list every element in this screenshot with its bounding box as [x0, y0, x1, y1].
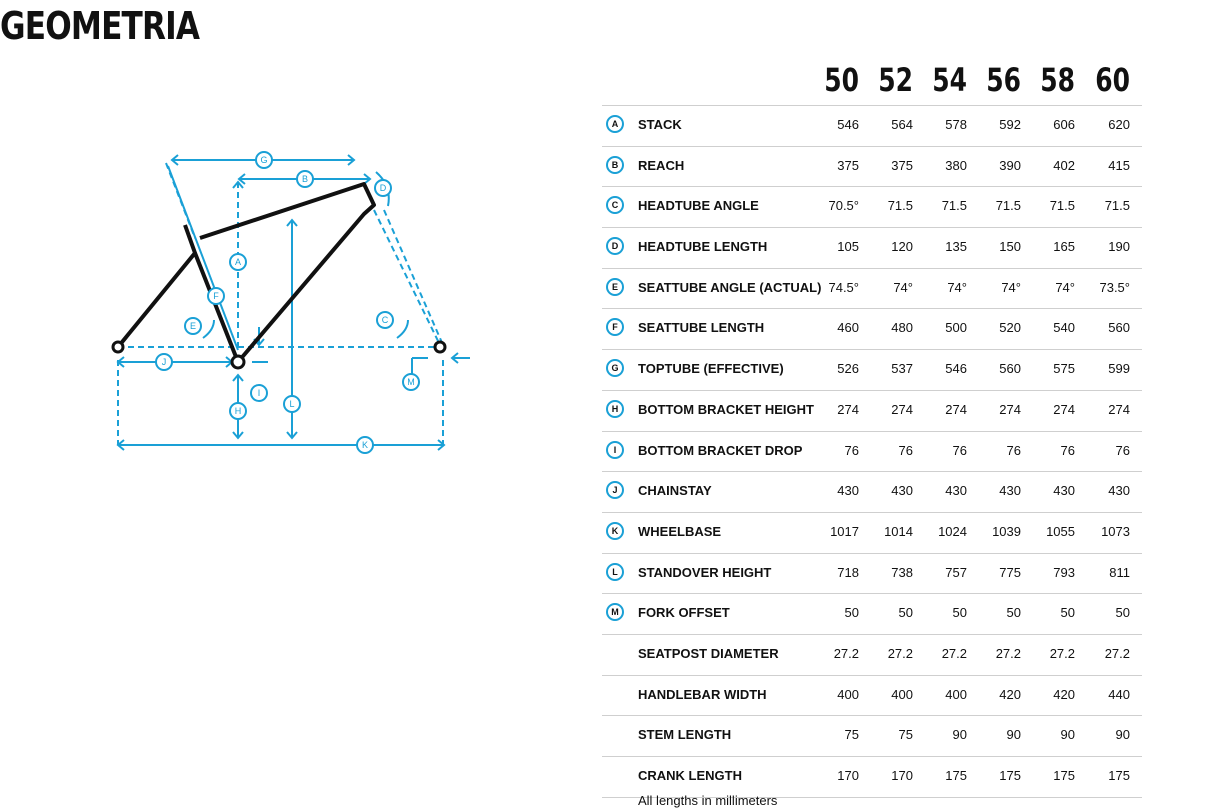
row-letter-badge: F	[606, 318, 624, 336]
table-cell: 546	[945, 361, 967, 377]
table-cell: 1073	[1101, 523, 1130, 539]
table-row	[602, 676, 1142, 717]
row-letter-badge: G	[606, 359, 624, 377]
svg-text:G: G	[260, 155, 268, 165]
table-cell: 540	[1053, 320, 1075, 336]
row-label: HANDLEBAR WIDTH	[638, 686, 767, 702]
table-cell: 400	[837, 686, 859, 702]
geometry-table	[602, 58, 1142, 798]
table-cell: 375	[837, 157, 859, 173]
table-cell: 50	[1006, 605, 1021, 621]
table-cell: 560	[999, 361, 1021, 377]
size-header: 56	[986, 61, 1021, 99]
row-letter-badge: M	[606, 603, 624, 621]
size-header-row	[602, 58, 1142, 106]
table-cell: 592	[999, 117, 1021, 132]
size-header: 50	[824, 61, 859, 99]
table-row	[602, 106, 1142, 147]
row-label: FORK OFFSET	[638, 605, 730, 621]
row-letter-badge: L	[606, 563, 624, 581]
table-cell: 76	[1115, 442, 1130, 458]
table-cell: 75	[844, 727, 859, 743]
row-label: STEM LENGTH	[638, 727, 732, 743]
size-header: 58	[1040, 61, 1075, 99]
table-cell: 71.5	[1104, 198, 1130, 214]
table-cell: 1039	[992, 523, 1021, 539]
diagram-label-l	[284, 396, 300, 412]
table-row	[602, 147, 1142, 188]
table-row	[602, 472, 1142, 513]
table-cell: 50	[844, 605, 859, 621]
table-cell: 400	[891, 686, 913, 702]
table-cell: 74.5°	[828, 279, 859, 295]
row-label: CHAINSTAY	[638, 483, 712, 499]
table-cell: 175	[1108, 768, 1130, 783]
table-cell: 165	[1053, 239, 1075, 255]
row-label: BOTTOM BRACKET HEIGHT	[638, 401, 814, 417]
row-label: SEATTUBE ANGLE (ACTUAL)	[638, 279, 822, 295]
table-cell: 578	[945, 117, 967, 132]
table-cell: 27.2	[1049, 645, 1075, 661]
diagram-label-j	[156, 354, 172, 370]
diagram-label-i	[251, 385, 267, 401]
table-cell: 274	[1108, 401, 1130, 417]
table-cell: 1055	[1046, 523, 1075, 539]
table-cell: 1017	[830, 523, 859, 539]
table-cell: 74°	[893, 279, 913, 295]
row-letter-badge: B	[606, 156, 624, 174]
table-cell: 460	[837, 320, 859, 336]
table-cell: 105	[837, 239, 859, 255]
table-cell: 90	[1115, 727, 1130, 743]
table-row	[602, 187, 1142, 228]
table-row	[602, 757, 1142, 798]
table-cell: 390	[999, 157, 1021, 173]
table-cell: 400	[945, 686, 967, 702]
row-label: SEATPOST DIAMETER	[638, 645, 779, 661]
svg-text:F: F	[213, 291, 219, 301]
page-title: GEOMETRIA	[0, 4, 200, 48]
diagram-label-e	[185, 318, 201, 334]
table-cell: 500	[945, 320, 967, 336]
table-cell: 440	[1108, 686, 1130, 702]
size-header: 60	[1095, 61, 1130, 99]
table-cell: 430	[891, 483, 913, 499]
table-cell: 76	[898, 442, 913, 458]
table-row	[602, 350, 1142, 391]
table-cell: 480	[891, 320, 913, 336]
table-cell: 430	[1108, 483, 1130, 499]
row-label: STANDOVER HEIGHT	[638, 564, 772, 580]
diagram-label-c	[377, 312, 393, 328]
svg-text:M: M	[407, 377, 415, 387]
table-cell: 70.5°	[828, 198, 859, 214]
table-cell: 520	[999, 320, 1021, 336]
table-cell: 757	[945, 564, 967, 580]
table-row	[602, 716, 1142, 757]
row-label: SEATTUBE LENGTH	[638, 320, 765, 336]
table-cell: 71.5	[995, 198, 1021, 214]
frame-geometry-diagram	[100, 140, 480, 470]
table-row	[602, 228, 1142, 269]
table-cell: 120	[891, 239, 913, 255]
table-row	[602, 594, 1142, 635]
table-cell: 274	[999, 401, 1021, 417]
diagram-label-g	[256, 152, 272, 168]
table-cell: 75	[898, 727, 913, 743]
table-cell: 430	[999, 483, 1021, 499]
svg-text:D: D	[379, 183, 387, 193]
table-cell: 402	[1053, 157, 1075, 173]
table-cell: 50	[1060, 605, 1075, 621]
table-cell: 27.2	[941, 645, 967, 661]
table-cell: 564	[891, 117, 913, 132]
row-label: STACK	[638, 117, 682, 132]
svg-text:H: H	[234, 406, 242, 416]
table-cell: 546	[837, 117, 859, 132]
table-cell: 50	[898, 605, 913, 621]
table-cell: 71.5	[1049, 198, 1075, 214]
diagram-label-b	[297, 171, 313, 187]
table-row	[602, 432, 1142, 473]
table-cell: 274	[837, 401, 859, 417]
table-row	[602, 269, 1142, 310]
row-label: CRANK LENGTH	[638, 768, 742, 783]
table-row	[602, 513, 1142, 554]
row-label: REACH	[638, 157, 685, 173]
row-letter-badge: H	[606, 400, 624, 418]
table-cell: 775	[999, 564, 1021, 580]
table-cell: 175	[945, 768, 967, 783]
table-cell: 135	[945, 239, 967, 255]
table-cell: 793	[1053, 564, 1075, 580]
diagram-label-h	[230, 403, 246, 419]
table-cell: 537	[891, 361, 913, 377]
table-cell: 76	[952, 442, 967, 458]
table-cell: 76	[1060, 442, 1075, 458]
svg-text:C: C	[381, 315, 389, 325]
table-cell: 71.5	[887, 198, 913, 214]
table-cell: 175	[999, 768, 1021, 783]
table-cell: 74°	[1055, 279, 1075, 295]
row-letter-badge: J	[606, 481, 624, 499]
size-header: 52	[878, 61, 913, 99]
table-cell: 50	[952, 605, 967, 621]
table-cell: 76	[844, 442, 859, 458]
svg-text:A: A	[234, 257, 242, 267]
table-cell: 620	[1108, 117, 1130, 132]
table-cell: 90	[1060, 727, 1075, 743]
table-cell: 415	[1108, 157, 1130, 173]
row-label: BOTTOM BRACKET DROP	[638, 442, 803, 458]
table-cell: 1024	[938, 523, 967, 539]
diagram-label-k	[357, 437, 373, 453]
table-row	[602, 391, 1142, 432]
table-cell: 274	[1053, 401, 1075, 417]
svg-text:B: B	[301, 174, 309, 184]
table-cell: 274	[891, 401, 913, 417]
units-note: All lengths in millimeters	[638, 793, 778, 808]
table-cell: 420	[1053, 686, 1075, 702]
table-cell: 76	[1006, 442, 1021, 458]
table-cell: 811	[1109, 564, 1130, 580]
row-letter-badge: K	[606, 522, 624, 540]
row-letter-badge: I	[606, 441, 624, 459]
diagram-label-d	[375, 180, 391, 196]
table-cell: 73.5°	[1099, 279, 1130, 295]
row-letter-badge: D	[606, 237, 624, 255]
table-cell: 380	[945, 157, 967, 173]
svg-text:J: J	[161, 357, 167, 367]
table-cell: 50	[1115, 605, 1130, 621]
table-cell: 430	[1053, 483, 1075, 499]
table-cell: 74°	[947, 279, 967, 295]
svg-text:L: L	[289, 399, 295, 409]
row-letter-badge: A	[606, 115, 624, 133]
table-row	[602, 554, 1142, 595]
table-cell: 170	[891, 768, 913, 783]
table-cell: 738	[891, 564, 913, 580]
table-cell: 175	[1053, 768, 1075, 783]
table-cell: 575	[1053, 361, 1075, 377]
table-cell: 430	[837, 483, 859, 499]
table-cell: 27.2	[1104, 645, 1130, 661]
row-label: TOPTUBE (EFFECTIVE)	[638, 361, 784, 377]
table-cell: 375	[891, 157, 913, 173]
table-cell: 27.2	[833, 645, 859, 661]
table-cell: 90	[1006, 727, 1021, 743]
table-cell: 170	[837, 768, 859, 783]
table-cell: 274	[945, 401, 967, 417]
table-cell: 606	[1053, 117, 1075, 132]
row-label: HEADTUBE LENGTH	[638, 239, 768, 255]
table-row	[602, 635, 1142, 676]
svg-text:I: I	[257, 388, 261, 398]
table-cell: 599	[1108, 361, 1130, 377]
row-letter-badge: C	[606, 196, 624, 214]
svg-text:E: E	[189, 321, 197, 331]
diagram-label-a	[230, 254, 246, 270]
table-cell: 560	[1108, 320, 1130, 336]
table-cell: 526	[837, 361, 859, 377]
table-row	[602, 309, 1142, 350]
table-cell: 420	[999, 686, 1021, 702]
table-cell: 90	[952, 727, 967, 743]
svg-text:K: K	[361, 440, 369, 450]
row-letter-badge: E	[606, 278, 624, 296]
table-cell: 430	[945, 483, 967, 499]
diagram-label-f	[208, 288, 224, 304]
table-cell: 74°	[1001, 279, 1021, 295]
table-cell: 27.2	[995, 645, 1021, 661]
table-cell: 150	[999, 239, 1021, 255]
table-cell: 190	[1108, 239, 1130, 255]
table-cell: 1014	[884, 523, 913, 539]
diagram-label-m	[403, 374, 419, 390]
table-cell: 718	[837, 564, 859, 580]
row-label: HEADTUBE ANGLE	[638, 198, 759, 214]
row-label: WHEELBASE	[638, 523, 722, 539]
table-cell: 71.5	[941, 198, 967, 214]
table-cell: 27.2	[887, 645, 913, 661]
size-header: 54	[932, 61, 967, 99]
